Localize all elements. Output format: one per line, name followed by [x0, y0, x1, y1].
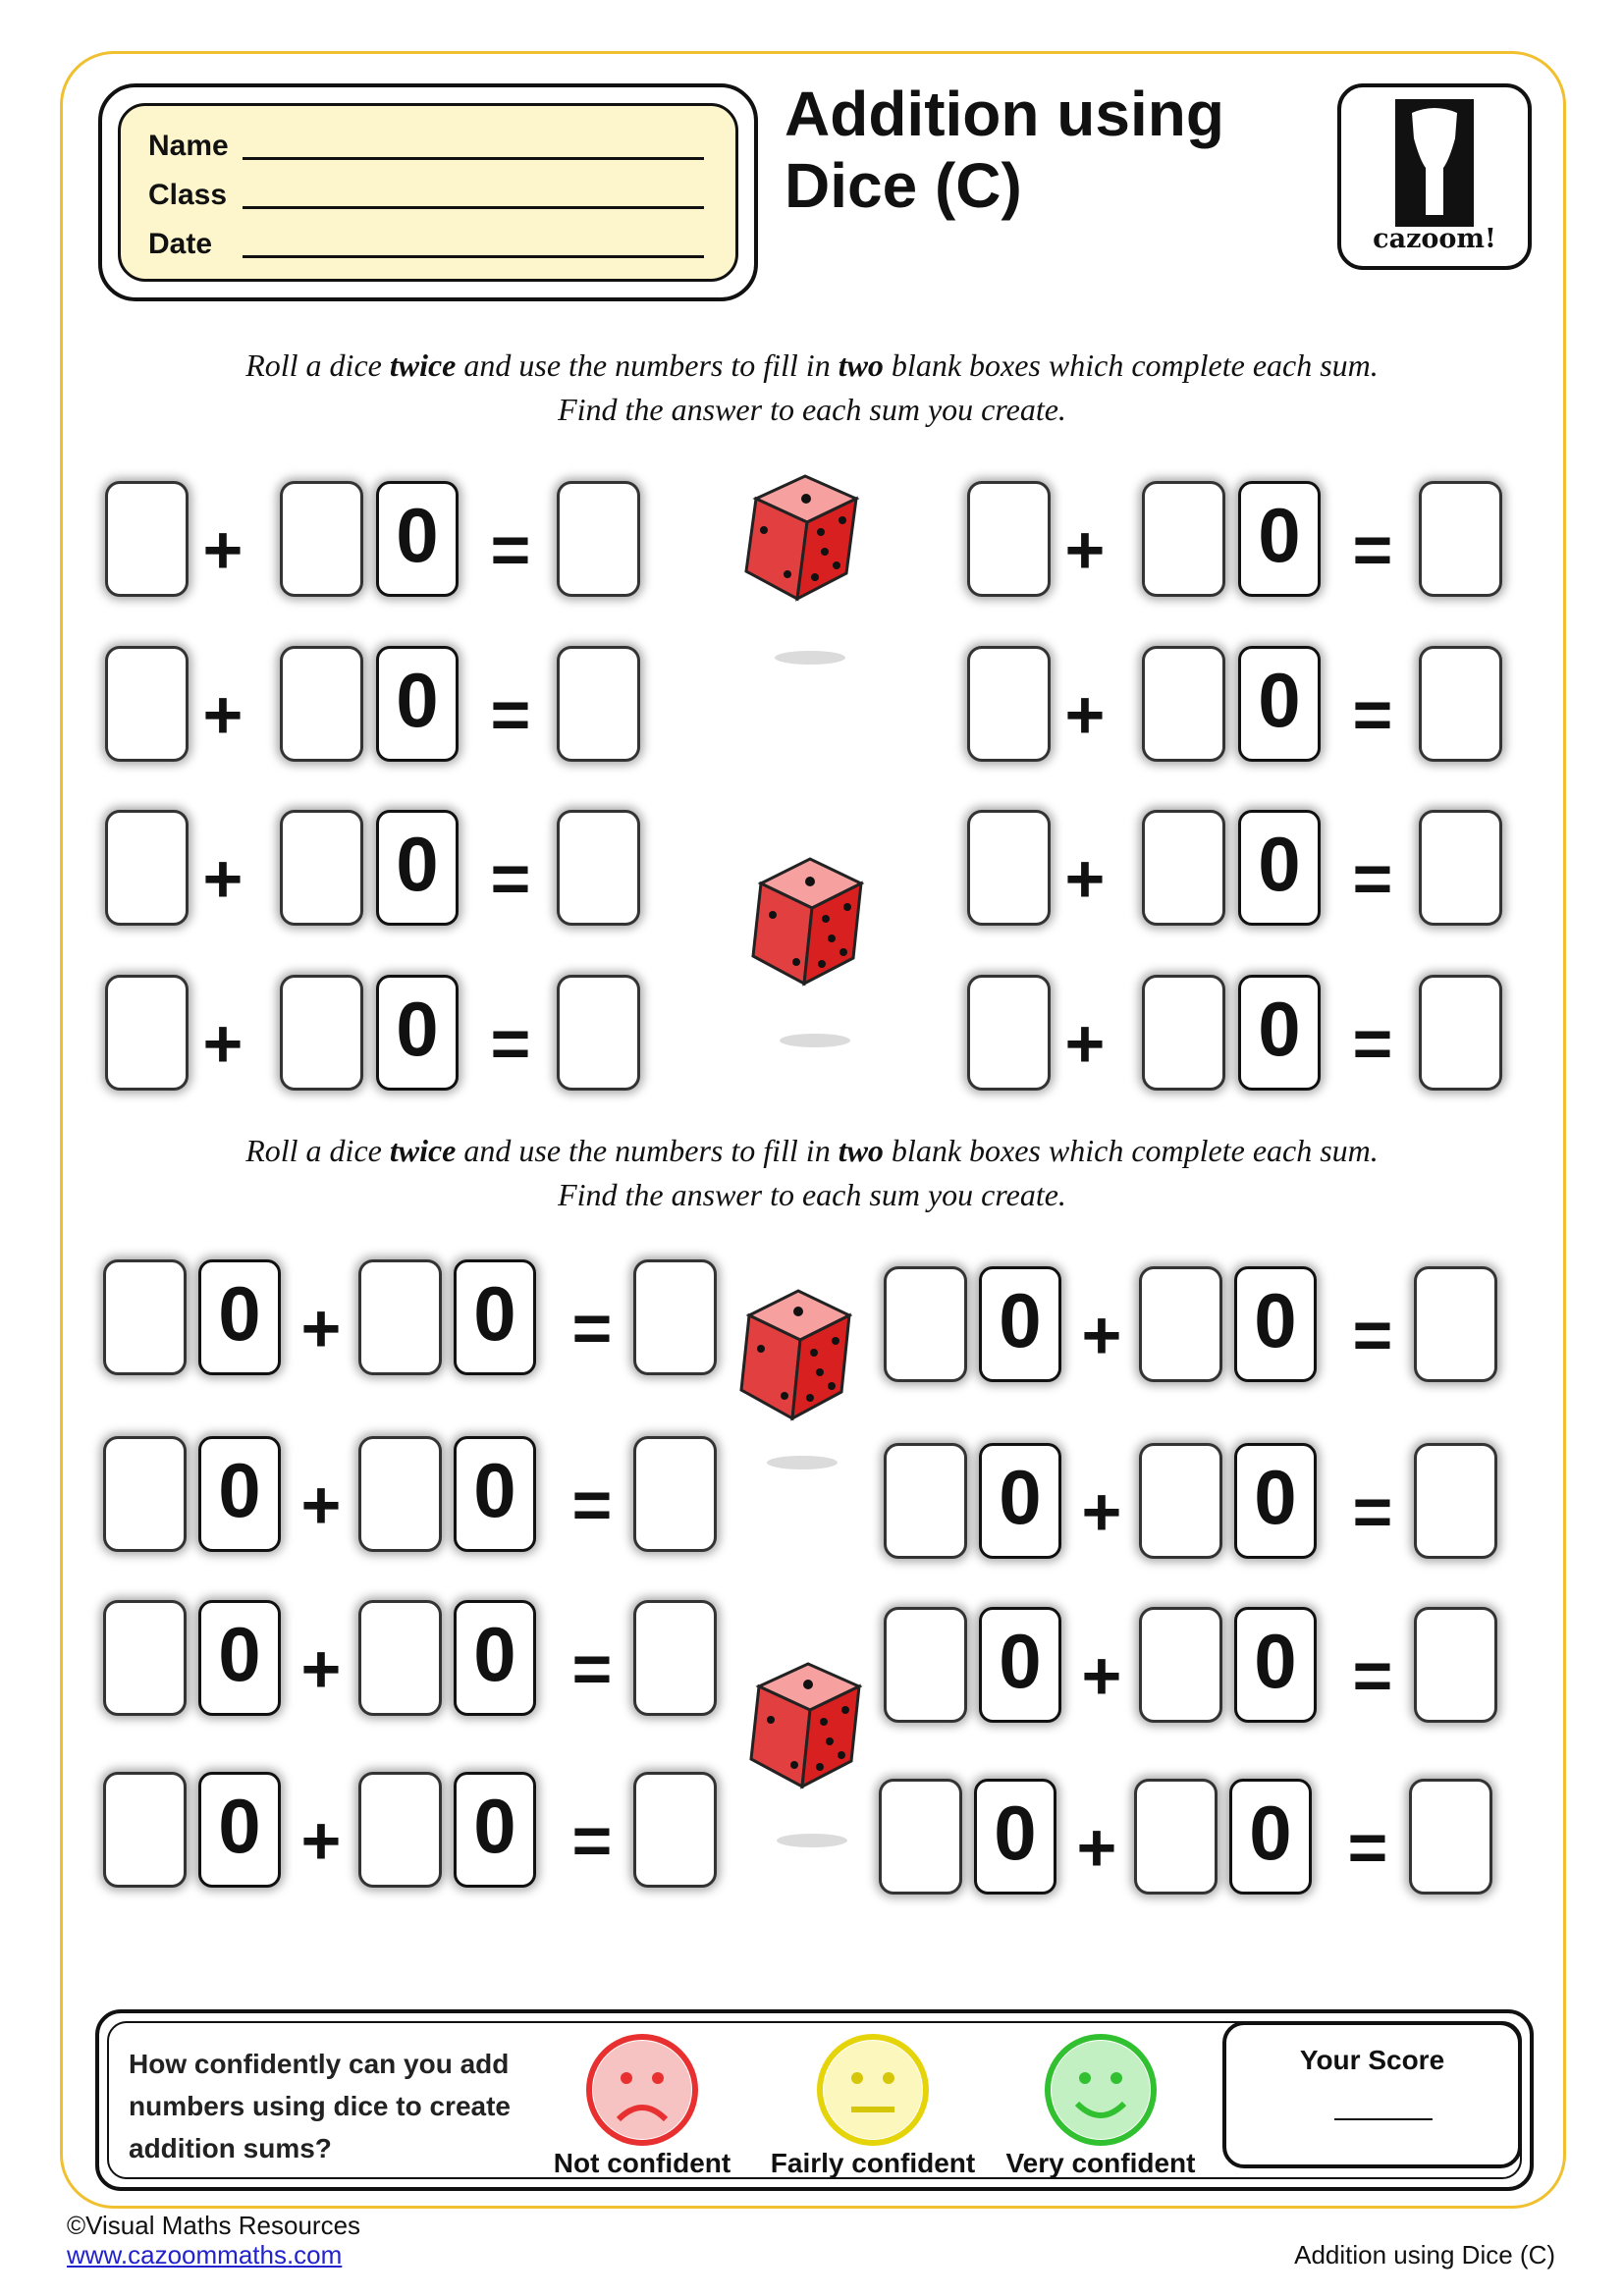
plus-sign: + — [300, 1467, 342, 1543]
dice-icon — [741, 1659, 889, 1855]
answer-box[interactable] — [1419, 975, 1502, 1091]
date-field[interactable]: Date — [148, 228, 704, 261]
zero-digit: 0 — [376, 481, 459, 597]
zero-digit: 0 — [1238, 646, 1321, 762]
dice-icon — [741, 854, 889, 1070]
answer-box[interactable] — [967, 810, 1051, 926]
student-details-box — [98, 83, 758, 301]
neutral-face-icon[interactable] — [814, 2031, 932, 2149]
confidence-question: How confidently can you add numbers using dice to create addition sums? — [129, 2049, 511, 2163]
confidence-panel — [95, 2009, 1534, 2191]
plus-sign: + — [202, 1005, 244, 1082]
answer-box[interactable] — [884, 1607, 967, 1723]
zero-digit: 0 — [979, 1443, 1061, 1559]
answer-box[interactable] — [103, 1436, 187, 1552]
answer-box[interactable] — [879, 1779, 962, 1895]
equals-sign: = — [490, 676, 531, 753]
class-field[interactable]: Class — [148, 179, 704, 212]
answer-box[interactable] — [280, 646, 363, 762]
answer-box[interactable] — [1409, 1779, 1492, 1895]
dice-icon — [731, 1286, 879, 1482]
zero-digit: 0 — [454, 1772, 536, 1888]
answer-box[interactable] — [1139, 1607, 1222, 1723]
answer-box[interactable] — [358, 1259, 442, 1375]
equals-sign: = — [571, 1290, 613, 1366]
answer-box[interactable] — [105, 481, 189, 597]
plus-sign: + — [1064, 840, 1106, 917]
answer-box[interactable] — [358, 1772, 442, 1888]
answer-box[interactable] — [557, 646, 640, 762]
plus-sign: + — [202, 511, 244, 588]
answer-box[interactable] — [967, 975, 1051, 1091]
plus-sign: + — [202, 676, 244, 753]
answer-box[interactable] — [1139, 1443, 1222, 1559]
plus-sign: + — [300, 1290, 342, 1366]
zero-digit: 0 — [979, 1607, 1061, 1723]
answer-box[interactable] — [103, 1600, 187, 1716]
answer-box[interactable] — [1414, 1266, 1497, 1382]
page-title: Addition using Dice (C) — [785, 79, 1224, 221]
happy-face-icon[interactable] — [1042, 2031, 1160, 2149]
answer-box[interactable] — [633, 1436, 717, 1552]
answer-box[interactable] — [103, 1772, 187, 1888]
zero-digit: 0 — [1229, 1779, 1312, 1895]
answer-box[interactable] — [280, 481, 363, 597]
answer-box[interactable] — [557, 810, 640, 926]
name-field[interactable]: Name — [148, 130, 704, 163]
dice-icon — [736, 471, 884, 687]
equals-sign: = — [571, 1802, 613, 1879]
plus-sign: + — [1076, 1809, 1117, 1886]
copyright-text: ©Visual Maths Resources — [67, 2211, 361, 2240]
zero-digit: 0 — [198, 1436, 281, 1552]
answer-box[interactable] — [358, 1436, 442, 1552]
equals-sign: = — [1352, 511, 1393, 588]
equals-sign: = — [490, 1005, 531, 1082]
fairly-confident-label: Fairly confident — [770, 2148, 976, 2178]
answer-box[interactable] — [1142, 810, 1225, 926]
equals-sign: = — [1352, 1297, 1393, 1373]
zero-digit: 0 — [979, 1266, 1061, 1382]
answer-box[interactable] — [633, 1600, 717, 1716]
answer-box[interactable] — [884, 1443, 967, 1559]
zero-digit: 0 — [454, 1600, 536, 1716]
instructions-2: Roll a dice twice and use the numbers to fill in two blank boxes which complete each sum. Find the answer to each sum you create. — [245, 1133, 1379, 1212]
plus-sign: + — [300, 1630, 342, 1707]
equals-sign: = — [571, 1467, 613, 1543]
equals-sign: = — [1352, 1473, 1393, 1550]
equals-sign: = — [1352, 676, 1393, 753]
plus-sign: + — [1081, 1297, 1122, 1373]
answer-box[interactable] — [1419, 481, 1502, 597]
footer-credits — [67, 2211, 360, 2269]
answer-box[interactable] — [1142, 646, 1225, 762]
zero-digit: 0 — [1238, 481, 1321, 597]
answer-box[interactable] — [1142, 481, 1225, 597]
plus-sign: + — [1081, 1637, 1122, 1714]
answer-box[interactable] — [105, 810, 189, 926]
very-confident-label: Very confident — [1005, 2148, 1196, 2178]
answer-box[interactable] — [105, 646, 189, 762]
zero-digit: 0 — [454, 1259, 536, 1375]
zero-digit: 0 — [198, 1259, 281, 1375]
answer-box[interactable] — [967, 646, 1051, 762]
website-link[interactable]: www.cazoommaths.com — [67, 2240, 343, 2269]
cazoom-logo — [1337, 83, 1532, 270]
answer-box[interactable] — [557, 481, 640, 597]
equals-sign: = — [1352, 840, 1393, 917]
answer-box[interactable] — [1419, 646, 1502, 762]
equals-sign: = — [1352, 1637, 1393, 1714]
plus-sign: + — [1064, 511, 1106, 588]
answer-box[interactable] — [1414, 1443, 1497, 1559]
score-box[interactable] — [1222, 2021, 1522, 2168]
zero-digit: 0 — [974, 1779, 1056, 1895]
answer-box[interactable] — [1134, 1779, 1218, 1895]
zero-digit: 0 — [376, 975, 459, 1091]
plus-sign: + — [1064, 1005, 1106, 1082]
answer-box[interactable] — [1139, 1266, 1222, 1382]
answer-box[interactable] — [557, 975, 640, 1091]
score-label: Your Score — [1299, 2045, 1445, 2075]
answer-box[interactable] — [1419, 810, 1502, 926]
drum-icon — [1341, 99, 1528, 237]
zero-digit: 0 — [1234, 1607, 1317, 1723]
plus-sign: + — [202, 840, 244, 917]
answer-box[interactable] — [280, 810, 363, 926]
plus-sign: + — [1064, 676, 1106, 753]
zero-digit: 0 — [454, 1436, 536, 1552]
equals-sign: = — [490, 511, 531, 588]
answer-box[interactable] — [105, 975, 189, 1091]
answer-box[interactable] — [967, 481, 1051, 597]
logo-text: cazoom! — [1373, 224, 1496, 254]
zero-digit: 0 — [1234, 1266, 1317, 1382]
answer-box[interactable] — [103, 1259, 187, 1375]
zero-digit: 0 — [1234, 1443, 1317, 1559]
zero-digit: 0 — [376, 810, 459, 926]
answer-box[interactable] — [633, 1259, 717, 1375]
zero-digit: 0 — [376, 646, 459, 762]
sad-face-icon[interactable] — [583, 2031, 701, 2149]
instructions-1: Roll a dice twice and use the numbers to fill in two blank boxes which complete each sum. Find the answer to each sum you create. — [245, 347, 1379, 427]
answer-box[interactable] — [1414, 1607, 1497, 1723]
answer-box[interactable] — [884, 1266, 967, 1382]
equals-sign: = — [571, 1630, 613, 1707]
plus-sign: + — [1081, 1473, 1122, 1550]
answer-box[interactable] — [280, 975, 363, 1091]
plus-sign: + — [300, 1802, 342, 1879]
footer-doc-title: Addition using Dice (C) — [1294, 2240, 1555, 2269]
zero-digit: 0 — [1238, 810, 1321, 926]
zero-digit: 0 — [1238, 975, 1321, 1091]
zero-digit: 0 — [198, 1600, 281, 1716]
not-confident-label: Not confident — [553, 2148, 731, 2178]
zero-digit: 0 — [198, 1772, 281, 1888]
answer-box[interactable] — [1142, 975, 1225, 1091]
answer-box[interactable] — [633, 1772, 717, 1888]
equals-sign: = — [490, 840, 531, 917]
equals-sign: = — [1347, 1809, 1388, 1886]
equals-sign: = — [1352, 1005, 1393, 1082]
answer-box[interactable] — [358, 1600, 442, 1716]
